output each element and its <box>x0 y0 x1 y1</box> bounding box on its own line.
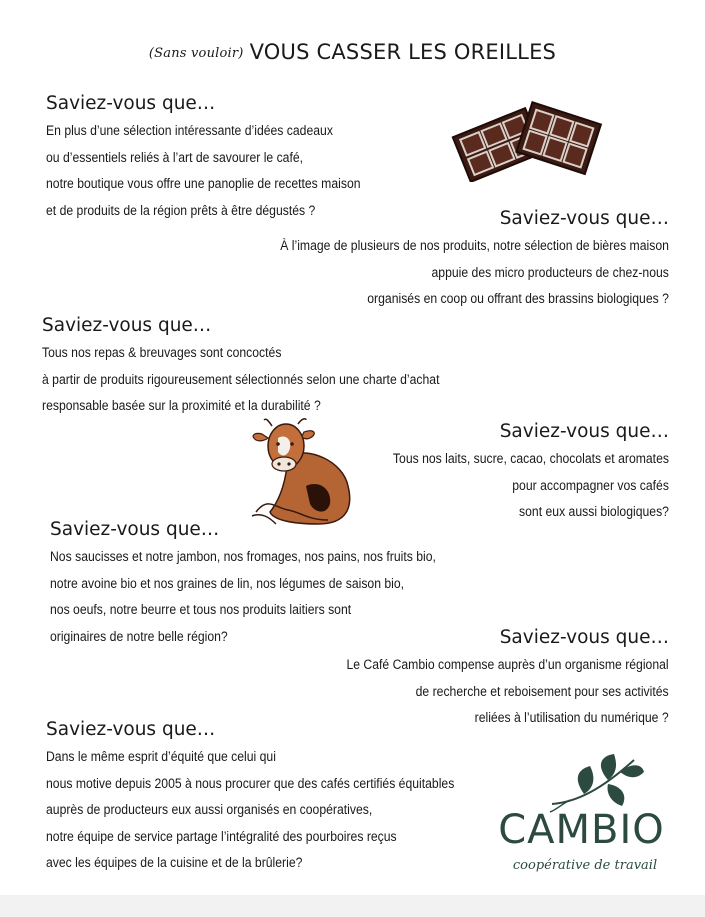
fact-block-pourboires <box>46 718 521 877</box>
fact-heading: Saviez-vous que… <box>46 719 216 740</box>
fact-line: de recherche et reboisement pour ses activités <box>416 683 669 700</box>
fact-line: originaires de notre belle région? <box>50 628 228 645</box>
fact-heading: Saviez-vous que… <box>42 315 212 336</box>
fact-line: ou d’essentiels reliés à l’art de savourer le café, <box>46 149 304 166</box>
fact-line: Le Café Cambio compense auprès d’un organisme régional <box>346 657 669 673</box>
fact-line: avec les équipes de la cuisine et de la brûlerie? <box>46 855 303 872</box>
fact-line: organisés en coop ou offrant des brassins biologiques ? <box>367 291 669 308</box>
chocolate-bar-illustration <box>440 92 605 182</box>
fact-line: notre équipe de service partage l’intégralité des pourboires reçus <box>46 828 397 845</box>
coffee-branch-icon <box>548 752 648 814</box>
fact-line: responsable basée sur la proximité et la durabilité ? <box>42 398 321 415</box>
fact-block-bio <box>348 420 669 526</box>
fact-text <box>46 744 454 877</box>
fact-line: et de produits de la région prêts à être dégustés ? <box>46 202 316 219</box>
fact-line: sont eux aussi biologiques? <box>519 504 669 521</box>
fact-heading: Saviez-vous que… <box>499 627 669 648</box>
fact-line: appuie des micro producteurs de chez-nous <box>431 264 669 281</box>
fact-heading: Saviez-vous que… <box>499 208 669 229</box>
fact-line: nous motive depuis 2005 à nous procurer que des cafés certifiés équitables <box>46 775 455 792</box>
fact-line: En plus d’une sélection intéressante d’idées cadeaux <box>46 123 333 139</box>
title-main: VOUS CASSER LES OREILLES <box>249 40 557 64</box>
fact-line: auprès de producteurs eux aussi organisés en coopératives, <box>46 802 373 819</box>
fact-line: nos oeufs, notre beurre et tous nos produits laitiers sont <box>50 602 352 619</box>
fact-line: Tous nos repas & breuvages sont concoctés <box>42 345 282 361</box>
fact-block-repas <box>42 314 504 420</box>
fact-text <box>393 446 669 526</box>
cambio-logo: CAMBIO <box>498 807 665 853</box>
fact-line: notre boutique vous offre une panoplie de recettes maison <box>46 176 361 193</box>
fact-block-boutique <box>46 92 412 224</box>
cow-illustration <box>248 416 363 532</box>
fact-heading: Saviez-vous que… <box>50 519 220 540</box>
fact-line: Nos saucisses et notre jambon, nos fromages, nos pains, nos fruits bio, <box>50 549 436 565</box>
cambio-tagline: coopérative de travail <box>512 858 658 873</box>
fact-line: à partir de produits rigoureusement sélectionnés selon une charte d’achat <box>42 371 440 388</box>
fact-text <box>42 340 439 420</box>
fact-heading: Saviez-vous que… <box>499 421 669 442</box>
title-script-prefix: (Sans vouloir) <box>148 46 244 61</box>
page-bottom-edge <box>0 895 705 917</box>
fact-block-numerique <box>294 626 669 732</box>
page-title <box>0 40 705 64</box>
fact-text <box>280 233 669 313</box>
fact-block-bieres <box>217 207 669 313</box>
fact-heading: Saviez-vous que… <box>46 93 216 114</box>
fact-line: À l’image de plusieurs de nos produits, notre sélection de bières maison <box>280 238 669 254</box>
fact-line: Tous nos laits, sucre, cacao, chocolats et aromates <box>392 451 669 467</box>
fact-line: Dans le même esprit d’équité que celui qui <box>46 749 276 765</box>
fact-line: notre avoine bio et nos graines de lin, nos légumes de saison bio, <box>50 575 405 592</box>
fact-line: reliées à l’utilisation du numérique ? <box>475 710 669 727</box>
fact-line: pour accompagner vos cafés <box>512 477 669 494</box>
